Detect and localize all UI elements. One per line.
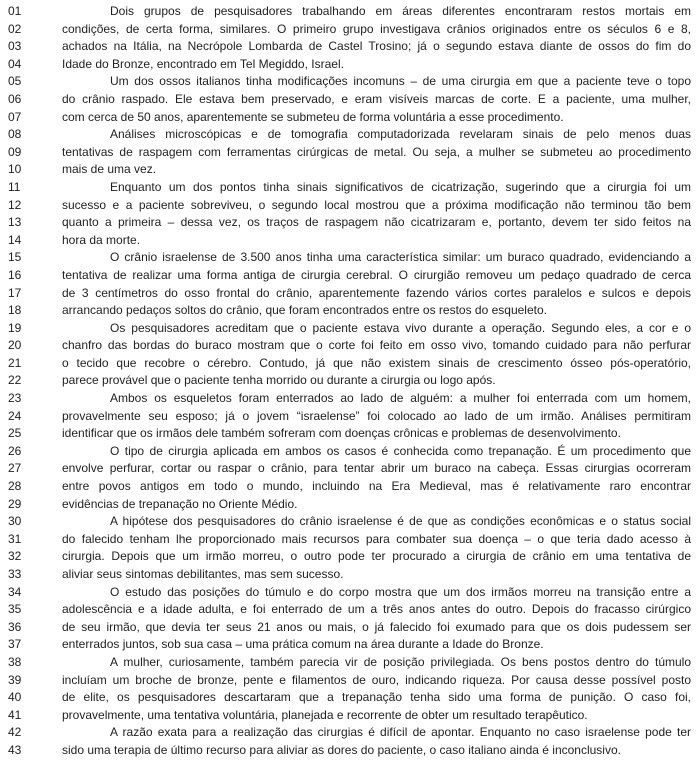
line-text: O tipo de cirurgia aplicada em ambos os casos é conhecida como trepanação. É um procedimento que [110,443,691,458]
line-text: Um dos ossos italianos tinha modificações incomuns – de uma cirurgia em que a paciente teve o topo [110,74,691,89]
text-line [8,425,691,443]
text-line [8,179,691,197]
line-number: 32 [8,549,22,564]
text-line [8,672,691,690]
text-line [8,320,691,338]
line-number: 39 [8,672,22,687]
line-text: A hipótese dos pesquisadores do crânio israelense é de que as condições econômicas e o status social [110,514,691,529]
text-line [8,654,691,672]
line-text: O estudo das posições do túmulo e do corpo mostra que um dos irmãos morreu na transição entre a [110,584,691,599]
line-text: cirurgia. Depois que um irmão morreu, o outro pode ter procurado a cirurgia de crânio em uma tentativa de [62,549,691,564]
line-text: o tecido que recobre o cérebro. Contudo, já que não existem sinais de crescimento ósseo pós-operatório, [62,355,691,370]
line-text: mais de uma vez. [62,162,157,177]
text-line [8,496,691,514]
text-line [8,355,691,373]
line-number: 19 [8,320,22,335]
line-text: tentativas de raspagem com ferramentas cirúrgicas de metal. Ou seja, a mulher se submeteu ao procedimento [62,144,691,159]
text-line [8,249,691,267]
line-text: Os pesquisadores acreditam que o paciente estava vivo durante a operação. Segundo eles, a cor e o [110,320,691,335]
text-line [8,584,691,602]
text-line [8,707,691,725]
line-number: 38 [8,654,22,669]
text-line [8,197,691,215]
text-line [8,372,691,390]
line-number: 26 [8,443,22,458]
line-number: 03 [8,39,22,54]
line-number: 21 [8,355,22,370]
line-number: 30 [8,514,22,529]
text-line [8,478,691,496]
text-line [8,548,691,566]
line-number: 18 [8,303,22,318]
line-number: 33 [8,567,22,581]
text-line [8,619,691,637]
line-number: 24 [8,408,22,423]
line-number: 06 [8,91,22,106]
line-number: 11 [8,179,21,194]
line-text: identificar que os irmãos dele também sofreram com doenças crônicas e problemas de desenvolvimento. [62,426,621,441]
text-line [8,566,691,584]
line-number: 08 [8,127,22,142]
line-text: com cerca de 50 anos, aparentemente se submeteu de forma voluntária a esse procedimento. [62,109,564,124]
line-text: entre povos antigos em todo o mundo, incluindo na Era Medieval, mas é relativamente raro encontrar [62,479,691,494]
line-text: achados na Itália, na Necrópole Lombarda de Castel Trosino; já o segundo estava diante de ossos do fim do [62,39,691,54]
line-number: 25 [8,426,22,441]
line-number: 12 [8,197,22,212]
line-text: Ambos os esqueletos foram enterrados ao lado de alguém: a mulher foi enterrada com um homem, [110,391,691,406]
line-number: 16 [8,267,22,282]
line-number: 43 [8,742,22,757]
line-text: A razão exata para a realização das cirurgias é difícil de apontar. Enquanto no caso israelense pode ter [110,725,691,740]
text-line [8,161,691,179]
line-text: chanfro das bordas do buraco mostram que o corte foi feito em osso vivo, tomando cuidado para não perfurar [62,338,691,353]
line-text: tentativa de realizar uma forma antiga de cirurgia cerebral. O cirurgião removeu um pedaço quadrado de cerca [62,267,691,282]
text-line [8,742,691,760]
line-text: O crânio israelense de 3.500 anos tinha uma característica similar: um buraco quadrado, evidenciando a [110,250,691,265]
text-line [8,724,691,742]
line-number: 10 [8,162,22,177]
line-number: 31 [8,531,22,546]
text-line [8,56,691,74]
line-number: 14 [8,232,22,247]
line-number: 23 [8,391,22,406]
text-line [8,91,691,109]
line-text: Análises microscópicas e de tomografia computadorizada revelaram sinais de pelo menos duas [110,127,691,142]
text-line [8,531,691,549]
line-number: 27 [8,461,22,476]
line-number: 09 [8,144,22,159]
text-line [8,21,691,39]
line-number: 04 [8,56,22,71]
text-line [8,443,691,461]
text-line [8,460,691,478]
line-text: quanto a primeira – dessa vez, os traços de raspagem não cicatrizaram e, portanto, devem ter sido feitos na [62,215,691,230]
text-line [8,144,691,162]
text-body [8,3,691,760]
text-line [8,3,691,21]
line-text: hora da morte. [62,232,141,247]
text-line [8,513,691,531]
line-text: do falecido tenham lhe proporcionado mais recursos para combater sua doença – o que teria dado acesso à [62,531,691,546]
text-line [8,689,691,707]
line-text: sido uma terapia de último recurso para aliviar as dores do paciente, o caso italiano ainda é inconclusivo. [62,742,621,757]
line-number: 07 [8,109,22,124]
text-line [8,337,691,355]
line-number: 36 [8,619,22,634]
text-line [8,408,691,426]
line-number: 15 [8,250,22,265]
line-number: 28 [8,479,22,494]
line-number: 40 [8,690,22,705]
line-text: de seu irmão, que devia ter seus 21 anos ou mais, o já falecido foi exumado para que os dois pudessem ser [62,619,691,634]
line-text: incluíam um broche de bronze, pente e filamentos de ouro, indicando riqueza. Por causa desse possível posto [62,672,691,687]
line-number: 37 [8,637,22,652]
line-text: A mulher, curiosamente, também parecia vir de posição privilegiada. Os bens postos dentro do túmulo [110,654,691,669]
line-text: de 3 centímetros do osso frontal do crânio, aparentemente fazendo vários cortes paralelos e sulcos e depois [62,285,691,300]
line-number: 34 [8,584,22,599]
line-number: 29 [8,496,22,511]
text-line [8,126,691,144]
text-line [8,267,691,285]
line-text: adolescência e a idade adulta, e foi enterrado de um a três anos antes do outro. Depois do fracasso cirúrgico [62,602,691,617]
text-line [8,636,691,654]
line-text: Enquanto um dos pontos tinha sinais significativos de cicatrização, sugerindo que a cirurgia foi um [110,179,691,194]
line-number: 41 [8,707,22,722]
text-line [8,285,691,303]
line-number: 42 [8,725,22,740]
line-text: provavelmente, uma tentativa voluntária, planejada e recorrente de obter um resultado terapêutico. [62,707,588,722]
line-number: 35 [8,602,22,617]
line-text: Dois grupos de pesquisadores trabalhando em áreas diferentes encontraram restos mortais em [110,4,691,18]
text-line [8,232,691,250]
line-text: condições, de certa forma, similares. O primeiro grupo investigava crânios originados entre os séculos 6 e 8, [62,21,691,36]
text-line [8,38,691,56]
line-text: parece provável que o paciente tenha morrido ou durante a cirurgia ou logo após. [62,373,496,388]
line-text: provavelmente seu esposo; já o jovem “israelense” foi colocado ao lado de um irmão. Análises permitiram [62,408,691,423]
line-text: enterrados juntos, sob sua casa – uma prática comum na área durante a Idade do Bronze. [62,637,544,652]
line-number: 20 [8,338,22,353]
text-line [8,73,691,91]
text-line [8,390,691,408]
line-text: de elite, os pesquisadores descartaram que a trepanação tenha sido uma forma de punição. O caso foi, [62,690,691,705]
line-text: aliviar seus sintomas debilitantes, mas sem sucesso. [62,567,344,581]
line-number: 05 [8,74,22,89]
line-text: envolve perfurar, cortar ou raspar o crânio, para tentar abrir um buraco na cabeça. Essas cirurgias ocorreram [62,461,691,476]
line-number: 17 [8,285,22,300]
line-text: Idade do Bronze, encontrado em Tel Megiddo, Israel. [62,56,344,71]
text-line [8,109,691,127]
line-text: arrancando pedaços soltos do crânio, que foram encontrados entre os restos do esqueleto. [62,303,547,318]
text-line [8,302,691,320]
line-text: evidências de trepanação no Oriente Médio. [62,496,298,511]
line-number: 22 [8,373,22,388]
text-line [8,601,691,619]
line-text: do crânio raspado. Ele estava bem preservado, e eram visíveis marcas de corte. E a paciente, uma mulher, [62,91,691,106]
line-number: 01 [8,4,22,18]
line-text: sucesso e a paciente sobreviveu, o segundo local mostrou que a próxima modificação não terminou tão bem [62,197,691,212]
line-number: 13 [8,215,22,230]
text-line [8,214,691,232]
line-number: 02 [8,21,22,36]
